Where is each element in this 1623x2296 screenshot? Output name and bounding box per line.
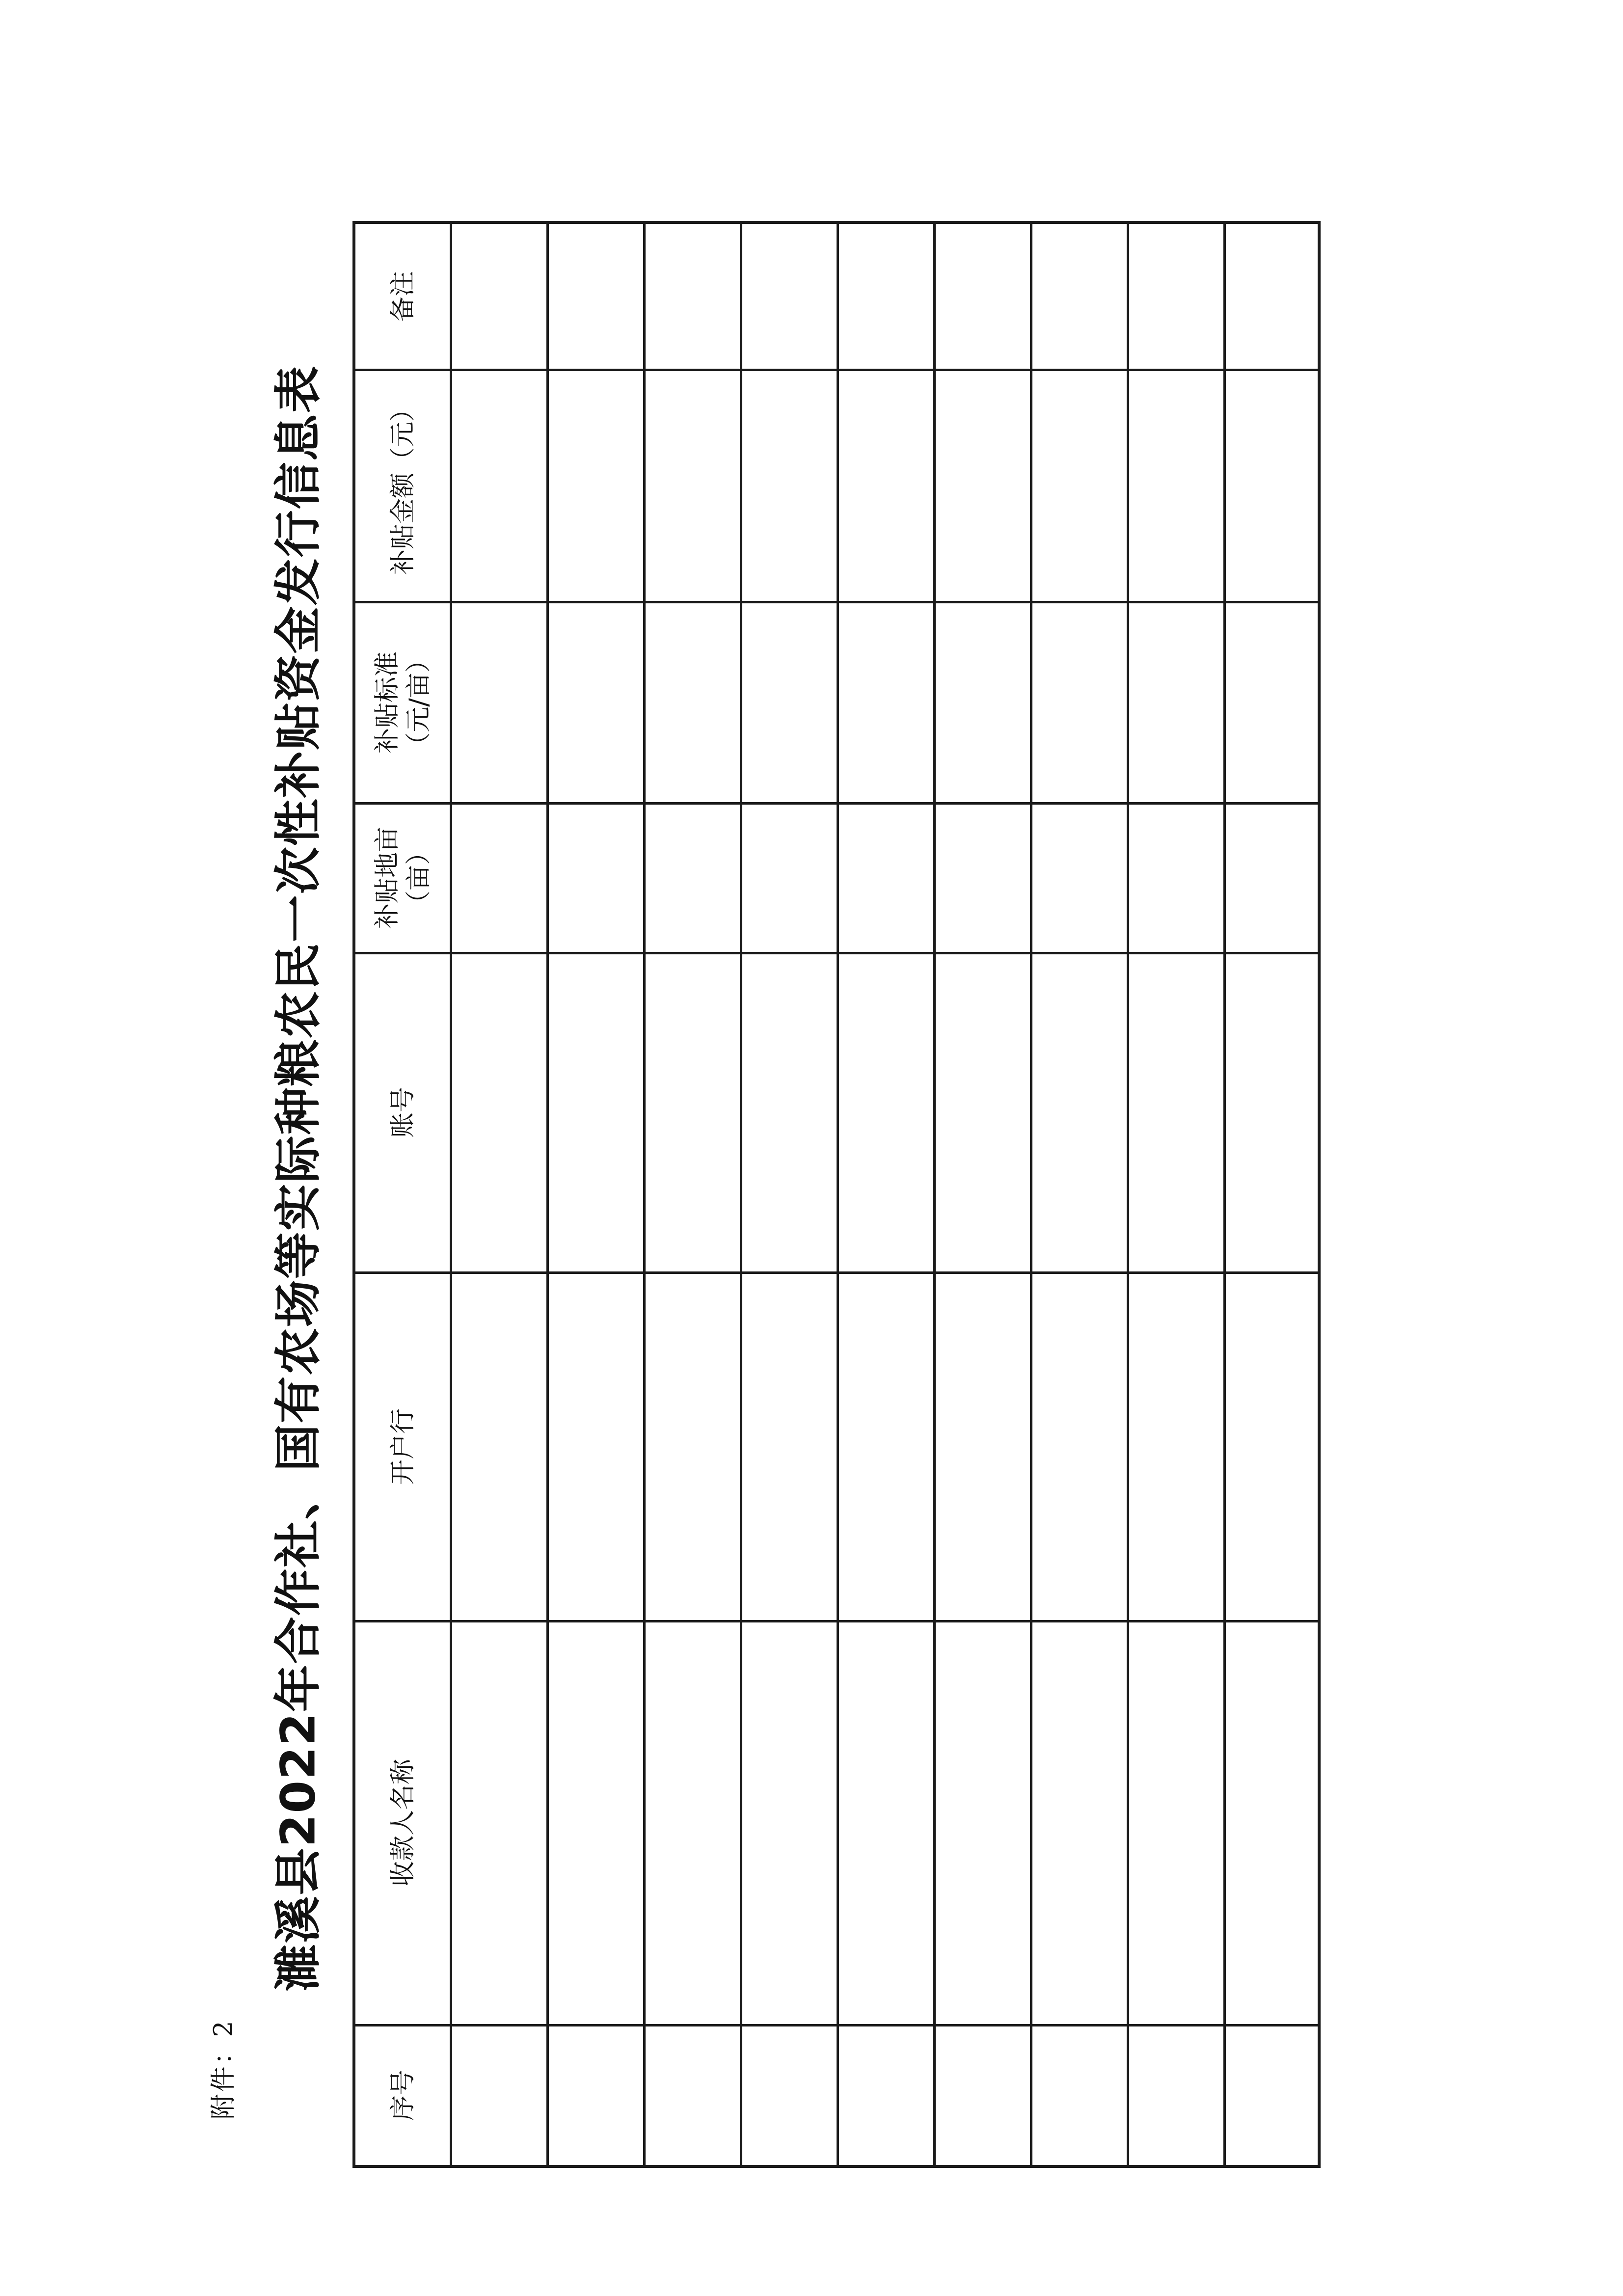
table-line [355, 1620, 1318, 1622]
table-line [546, 224, 549, 2165]
info-table [352, 221, 1321, 2168]
header-seq: 序号 [388, 2069, 418, 2121]
table-line [355, 1271, 1318, 1274]
table-line [355, 369, 1318, 371]
header-standard: 补贴标准 （元/亩） [373, 647, 433, 758]
table-line [1030, 224, 1032, 2165]
attachment-label: 附件：2 [209, 2019, 239, 2120]
table-line [450, 224, 452, 2165]
page-title: 濉溪县2022年合作社、国有农场等实际种粮农民一次性补贴资金发行信息表 [270, 365, 326, 1992]
table-line [1223, 224, 1226, 2165]
header-bank: 开户行 [388, 1408, 418, 1486]
table-line [355, 2024, 1318, 2026]
table-line [837, 224, 839, 2165]
header-area: 补贴地亩 （亩） [373, 826, 433, 929]
table-line [933, 224, 936, 2165]
table-line [355, 802, 1318, 805]
table-line [355, 952, 1318, 954]
header-payee: 收款人名称 [388, 1758, 418, 1887]
header-amount: 补贴金额（元） [388, 396, 418, 575]
header-remark: 备注 [388, 270, 418, 323]
header-account: 账号 [388, 1086, 418, 1138]
table-line [1127, 224, 1129, 2165]
table-line [643, 224, 646, 2165]
table-line [740, 224, 742, 2165]
table-line [355, 601, 1318, 603]
